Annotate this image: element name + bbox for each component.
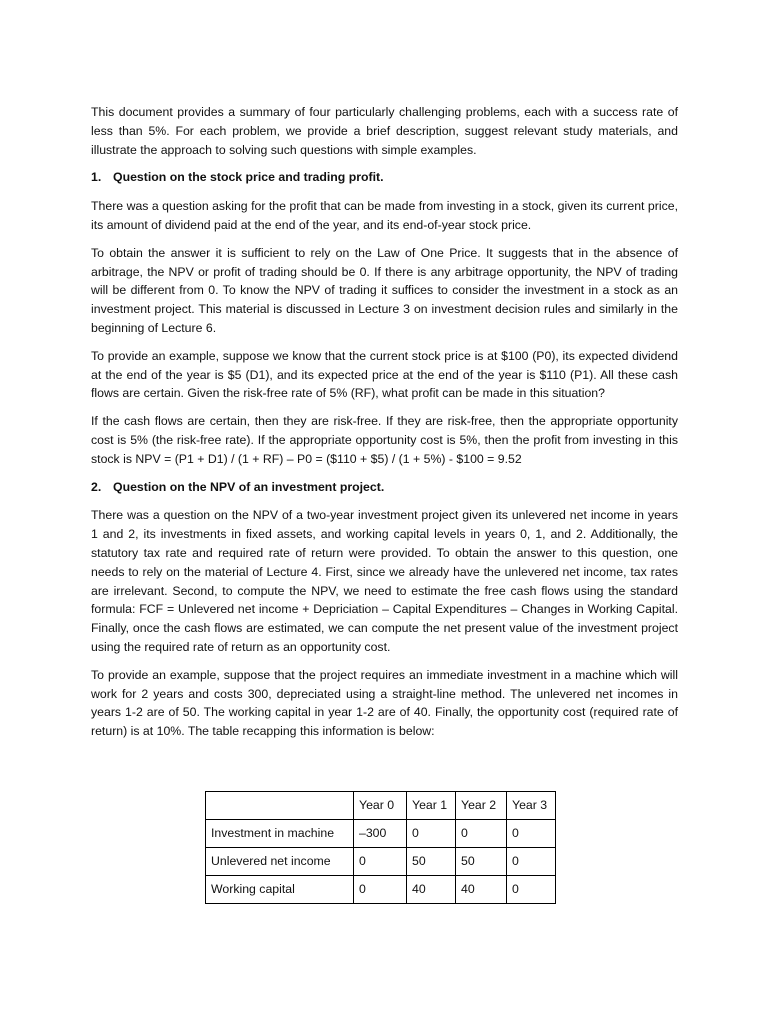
section-1-paragraph-4: If the cash flows are certain, then they are risk-free. If they are risk-free, then the appropriate opportunity cost is 5% (the risk-free rate). If the appropriate opportunity cost is 5%, then the profit from investing in this stock is NPV = (P1 + D1) / (1 + RF) – P0 = ($110 + $5) / (1 + 5%) - $100 = 9.52 bbox=[91, 414, 678, 466]
section-2-title: Question on the NPV of an investment project. bbox=[113, 479, 385, 494]
recap-table bbox=[205, 791, 556, 904]
table-cell: 0 bbox=[354, 847, 407, 875]
table-cell: 0 bbox=[507, 819, 556, 847]
section-1-paragraph-3: To provide an example, suppose we know that the current stock price is at $100 (P0), its expected dividend at the end of the year is $5 (D1), and its expected price at the end of the year is $110 (P1). All these cash flows are certain. Given the risk-free rate of 5% (RF), what profit can be made in this situation? bbox=[91, 348, 678, 401]
table-cell: 50 bbox=[456, 847, 507, 875]
table-row-label: Unlevered net income bbox=[206, 847, 354, 875]
table-header-cell: Year 3 bbox=[507, 791, 556, 819]
table-row bbox=[206, 875, 556, 903]
section-1-paragraph-2: To obtain the answer it is sufficient to rely on the Law of One Price. It suggests that in the absence of arbitrage, the NPV or profit of trading should be 0. If there is any arbitrage opportunity, the NPV of trading will be different from 0. To know the NPV of trading it suffices to consider the investment in a stock as an investment project. This material is discussed in Lecture 3 on investment decision rules and similarly in the beginning of Lecture 6. bbox=[91, 245, 678, 335]
table-header-cell: Year 1 bbox=[407, 791, 456, 819]
section-1-number: 1. bbox=[91, 170, 102, 185]
table-header-cell: Year 2 bbox=[456, 791, 507, 819]
table-cell: 0 bbox=[407, 819, 456, 847]
table-cell: 40 bbox=[456, 875, 507, 903]
section-2-paragraph-2: To provide an example, suppose that the project requires an immediate investment in a machine which will work for 2 years and costs 300, depreciated using a straight-line method. The unlevered net incomes in years 1-2 are of 50. The working capital in year 1-2 are of 40. Finally, the opportunity cost (required rate of return) is at 10%. The table recapping this information is below: bbox=[91, 667, 678, 739]
table-row bbox=[206, 847, 556, 875]
table-header-row bbox=[206, 791, 556, 819]
table-header-cell bbox=[206, 791, 354, 819]
table-row-label: Investment in machine bbox=[206, 819, 354, 847]
table-row-label: Working capital bbox=[206, 875, 354, 903]
table-cell: 0 bbox=[354, 875, 407, 903]
table-cell: –300 bbox=[354, 819, 407, 847]
section-2-paragraph-1: There was a question on the NPV of a two-year investment project given its unlevered net income in years 1 and 2, its investments in fixed assets, and working capital levels in years 0, 1, and 2. Additionally, the statutory tax rate and required rate of return were provided. To obtain the answer to this question, one needs to rely on the material of Lecture 4. First, since we already have the unlevered net income, tax rates are irrelevant. Second, to compute the NPV, we need to estimate the free cash flows using the standard formula: FCF = Unlevered net income + Depriciation – Capital Expenditures – Changes in Working Capital. Finally, once the cash flows are estimated, we can compute the net present value of the investment project using the required rate of return as an opportunity cost. bbox=[91, 508, 678, 654]
table-cell: 0 bbox=[507, 847, 556, 875]
intro-paragraph: This document provides a summary of four particularly challenging problems, each with a success rate of less than 5%. For each problem, we provide a brief description, suggest relevant study materials, and illustrate the approach to solving such questions with simple examples. bbox=[91, 105, 678, 157]
section-2-number: 2. bbox=[91, 479, 102, 494]
section-1-heading bbox=[91, 168, 678, 187]
table-cell: 50 bbox=[407, 847, 456, 875]
table-cell: 40 bbox=[407, 875, 456, 903]
table-cell: 0 bbox=[456, 819, 507, 847]
table-cell: 0 bbox=[507, 875, 556, 903]
section-2-heading bbox=[91, 478, 678, 497]
table-row bbox=[206, 819, 556, 847]
section-1-paragraph-1: There was a question asking for the profit that can be made from investing in a stock, given its current price, its amount of dividend paid at the end of the year, and its end-of-year stock price. bbox=[91, 199, 678, 232]
section-1-title: Question on the stock price and trading profit. bbox=[113, 170, 384, 185]
table-header-cell: Year 0 bbox=[354, 791, 407, 819]
